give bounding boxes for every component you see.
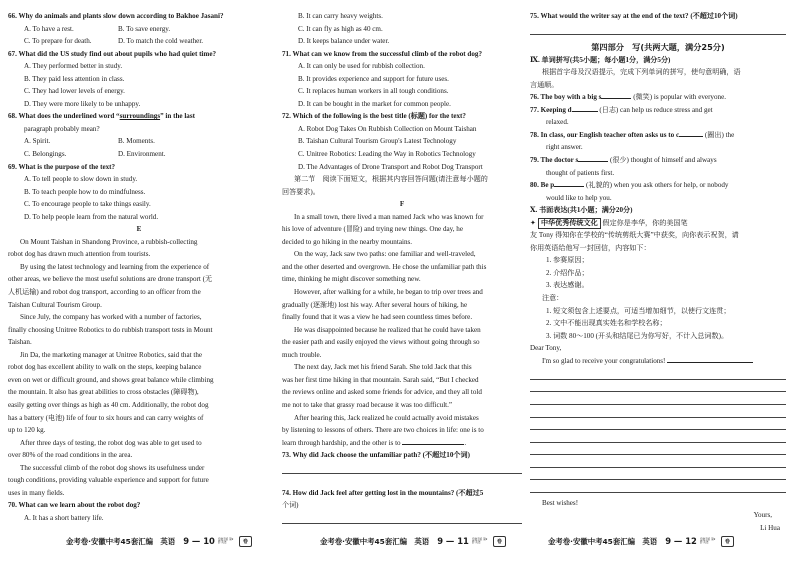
writing-point: 3. 表达感谢。 [546, 281, 589, 290]
passage-e-line: up to 120 kg. [8, 426, 46, 435]
q70-option-a[interactable]: A. It has a short battery life. [24, 513, 104, 522]
passage-e-line: uses in many fields. [8, 488, 65, 497]
passage-f-line: The next day, Jack met his friend Sarah. She told Jack that this [294, 363, 472, 372]
letter-closing: Best wishes! [542, 498, 579, 507]
passage-f-line: and the other deserted and overgrown. He chose the unfamiliar path this [282, 262, 487, 271]
q66-option-c[interactable]: C. To prepare for death. [24, 37, 92, 46]
passage-f-line: He was disappointed because he realized that he could have taken [294, 325, 481, 334]
writing-prompt-first: ✦ 中华优秀传统文化 假定你是李华，你的美国笔 [530, 217, 786, 230]
passage-e-line: Since July, the company has worked with a number of factories, [20, 313, 202, 322]
question-74: 74. How did Jack feel after getting lost in the mountains? (不超过5 [282, 488, 484, 497]
q66-options-ab [8, 23, 270, 36]
passage-e-line: The successful climb of the robot dog shows its usefulness under [20, 463, 205, 472]
q70-option-b[interactable]: B. It can carry heavy weights. [298, 12, 383, 20]
passage-e-line: Taishan. [8, 338, 32, 347]
page-footer [548, 534, 734, 548]
question-69: 69. What is the purpose of the text? [8, 162, 116, 171]
q67-option-b[interactable]: B. They paid less attention in class. [24, 74, 125, 83]
letter-salutation: Dear Tony, [530, 344, 562, 353]
question-72: 72. Which of the following is the best title (标题) for the text? [282, 112, 466, 121]
question-77-cont: relaxed. [546, 118, 569, 127]
section-9-intro: 根据首字母及汉语提示，完成下列单词的拼写，使句意明确，语 [542, 68, 741, 77]
answer-line-73[interactable] [282, 462, 522, 475]
page-number: 9 — 12 [665, 536, 697, 546]
q67-option-c[interactable]: C. They had lower levels of energy. [24, 87, 125, 96]
q70-option-d[interactable]: D. It keeps balance under water. [298, 37, 390, 46]
writing-line[interactable] [530, 468, 786, 481]
section-9-title: Ⅸ. 单词拼写(共5小题；每小题1分，满分5分) [530, 55, 671, 64]
question-70: 70. What can we learn about the robot dog? [8, 501, 141, 510]
writing-line[interactable] [530, 480, 786, 493]
question-80: 80. Be p (礼貌的) when you ask others for help, or nobody [530, 181, 729, 190]
page-number: 9 — 10 [183, 536, 215, 546]
footer-title: 金考卷·安徽中考45套汇编 英语 [66, 536, 176, 546]
blank-76[interactable] [601, 98, 631, 99]
passage-f-line: finally found that it was a view he had seen countless times before. [282, 313, 473, 322]
question-75: 75. What would the writer say at the end of the text? (不超过10个词) [530, 12, 738, 20]
passage-e-line: tough conditions, providing valuable experience and support for future [8, 476, 209, 485]
logo-icon: 卷 [721, 536, 734, 547]
passage-f-line: me not to take that grassy road because it was too difficult.” [282, 400, 453, 409]
letter-sign-yours: Yours, [753, 511, 772, 520]
q66-option-b[interactable]: B. To save energy. [118, 24, 171, 33]
section-10-title: Ⅹ. 书面表达(共1小题；满分20分) [530, 206, 633, 215]
blank-78[interactable] [679, 136, 703, 137]
writing-line[interactable] [530, 405, 786, 418]
passage-f-line: However, after walking for a while, he began to trip over trees and [294, 288, 483, 297]
passage-e-line: robot dog has excellent ability to walk on the steps, keeping balance [8, 363, 202, 372]
passage-f-line: by listening to lessons of others. There are two choices in life: one is to [282, 426, 484, 435]
letter-first-line: I'm so glad to receive your congratulations! [530, 355, 786, 368]
section-2-instructions-cont: 回答要求)。 [282, 187, 320, 196]
question-68-cont: paragraph probably mean? [24, 124, 100, 133]
q68-option-d[interactable]: D. Environment. [118, 150, 166, 159]
question-67: 67. What did the US study find out about pupils who had quiet time? [8, 49, 217, 58]
passage-f-line: the easier path and easily enjoyed the views without going through so [282, 338, 480, 347]
writing-line[interactable] [530, 367, 786, 380]
footer-fine-print: 安徽专版 第9套 英语 [699, 538, 716, 544]
passage-f-line: time, thinking he might discover something new. [282, 275, 421, 284]
q71-option-c[interactable]: C. It replaces human workers in all tough conditions. [298, 87, 449, 96]
passage-f-line: On the way, Jack saw two paths: one familiar and well-traveled, [294, 250, 476, 259]
passage-f-line: much trouble. [282, 350, 322, 359]
question-80-cont: would like to help you. [546, 193, 612, 202]
part-4-title: 第四部分 写(共两大题，满分25分) [591, 42, 725, 53]
blank-77[interactable] [572, 111, 598, 112]
q66-options-cd [8, 35, 270, 48]
left-column [8, 10, 270, 524]
writing-line[interactable] [530, 380, 786, 393]
footer-fine-print: 安徽专版 第9套 英语 [471, 538, 488, 544]
passage-f-line: his love of adventure (冒险) and trying new things. One day, he [282, 225, 463, 234]
q67-option-a[interactable]: A. They performed better in study. [24, 62, 123, 71]
passage-e-line: Jin Da, the marketing manager at Unitree Robotics, said that the [20, 350, 203, 359]
passage-e-line: On Mount Taishan in Shandong Province, a rubbish-collecting [20, 237, 198, 246]
passage-e-line: finally choosing Unitree Robotics to do rubbish transport tests in Mount [8, 325, 213, 334]
passage-f-line: decided to go hiking in the nearby mountains. [282, 237, 413, 246]
question-74-cont: 个词) [282, 501, 299, 510]
passage-e-line: easily getting over things as high as 40 cm. Additionally, the robot dog [8, 400, 209, 409]
topic-badge: 中华优秀传统文化 [538, 218, 601, 229]
passage-e-label: E [136, 225, 142, 234]
writing-line[interactable] [530, 430, 786, 443]
blank-74-fill[interactable] [402, 444, 464, 445]
question-66: 66. Why do animals and plants slow down according to Bakhoe Jasani? [8, 12, 224, 20]
passage-f-line: was her first time hiking in that mountain. Sarah said, “But I checked [282, 375, 479, 384]
footer-title: 金考卷·安徽中考45套汇编 英语 [320, 536, 430, 546]
footer-title: 金考卷·安徽中考45套汇编 英语 [548, 536, 658, 546]
writing-prompt-line: 友 Tony 得知你在学校的“传统剪纸大赛”中获奖，向你表示祝贺，请 [530, 231, 739, 240]
q69-option-d[interactable]: D. To help people learn from the natural world. [24, 212, 159, 221]
q66-option-a[interactable]: A. To have a rest. [24, 24, 74, 33]
q69-option-a[interactable]: A. To tell people to slow down in study. [24, 175, 138, 184]
passage-f-line: gradually (逐渐地) lost his way. After several hours of hiking, he [282, 300, 468, 309]
writing-point: 1. 参赛原因； [546, 256, 589, 265]
passage-e-line: the mountain. It also has great abilities to cross obstacles (障碍物), [8, 388, 199, 397]
passage-e-line: has a battery (电池) life of four to six hours and can carry weights of [8, 413, 204, 422]
blank-79[interactable] [578, 161, 608, 162]
q71-option-b[interactable]: B. It provides experience and support for future uses. [298, 74, 449, 83]
writing-note: 1. 短文须包含上述要点，可适当增加细节，以使行文连贯； [546, 306, 731, 315]
writing-note-label: 注意： [542, 294, 564, 303]
q72-option-c[interactable]: C. Unitree Robotics: Leading the Way in Robotics Technology [298, 150, 476, 159]
q70-option-c[interactable]: C. It can fly as high as 40 cm. [298, 24, 383, 33]
q71-option-a[interactable]: A. It can only be used for rubbish collection. [298, 62, 425, 71]
logo-icon: 卷 [239, 536, 252, 547]
page-number: 9 — 11 [437, 536, 469, 546]
q68-option-c[interactable]: C. Belongings. [24, 150, 67, 159]
question-68: 68. What does the underlined word “surroundings” in the last [8, 112, 195, 121]
star-icon: ✦ [530, 218, 536, 227]
q69-option-b[interactable]: B. To teach people how to do mindfulness. [24, 187, 146, 196]
passage-e-line: robot dog has drawn much attention from tourists. [8, 250, 151, 259]
logo-icon: 卷 [493, 536, 506, 547]
passage-e-line: over 80% of the road conditions in the area. [8, 451, 133, 460]
question-79: 79. The doctor s (很少) thought of himself and always [530, 156, 717, 165]
writing-prompt-line: 你用英语给他写一封回信，内容如下： [530, 243, 651, 252]
writing-line[interactable] [530, 392, 786, 405]
question-73: 73. Why did Jack choose the unfamiliar path? (不超过10个词) [282, 451, 470, 460]
q72-option-d[interactable]: D. The Advantages of Drone Transport and Robot Dog Transport [298, 162, 483, 171]
passage-e-line: Taishan Cultural Tourism Group. [8, 300, 102, 309]
passage-f-line-blank: learn through hardship, and the other is to . [282, 438, 467, 447]
q68-option-b[interactable]: B. Moments. [118, 137, 155, 146]
passage-e-line: other areas, we believe the most useful solutions are drone transport (无 [8, 275, 213, 284]
writing-line[interactable] [530, 418, 786, 431]
q68-options-ab [8, 135, 270, 148]
writing-line[interactable] [530, 455, 786, 468]
q68-option-a[interactable]: A. Spirit. [24, 137, 51, 146]
passage-e-line: even on wet or difficult ground, and shows great balance while climbing [8, 375, 214, 384]
question-71: 71. What can we know from the successful climb of the robot dog? [282, 49, 483, 58]
passage-f-line: the reviews online and asked some friends for advice, and they all told [282, 388, 482, 397]
underlined-word: surroundings [119, 112, 161, 121]
q72-option-a[interactable]: A. Robot Dog Takes On Rubbish Collection on Mount Taishan [298, 124, 477, 133]
passage-f-line: In a small town, there lived a man named Jack who was known for [294, 212, 484, 221]
q67-option-d[interactable]: D. They were more likely to be unhappy. [24, 99, 141, 108]
passage-f-label: F [399, 200, 405, 209]
writing-note: 2. 文中不能出现真实姓名和学校名称； [546, 319, 667, 328]
page-footer [66, 534, 252, 548]
q66-option-d[interactable]: D. To match the cold weather. [118, 37, 204, 46]
passage-f-line: After hearing this, Jack realized he could actually avoid mistakes [294, 413, 479, 422]
letter-first-blank[interactable] [667, 362, 753, 363]
footer-fine-print: 安徽专版 第9套 英语 [217, 538, 234, 544]
question-78: 78. In class, our English teacher often asks us to c (圈出) the [530, 130, 735, 139]
writing-line[interactable] [530, 443, 786, 456]
q68-options-cd [8, 148, 270, 161]
question-76: 76. The boy with a big s (微笑) is popular with everyone. [530, 93, 726, 102]
middle-column [282, 10, 522, 524]
q72-option-b[interactable]: B. Taishan Cultural Tourism Group's Latest Technology [298, 137, 457, 146]
writing-note: 3. 词数 80～100 (开头和结尾已为你写好，不计入总词数)。 [546, 331, 729, 340]
answer-line-75[interactable] [530, 23, 786, 36]
blank-80[interactable] [554, 186, 584, 187]
section-2-instructions: 第二节 阅读下面短文，根据其内容回答问题(请注意每小题的 [294, 175, 488, 184]
question-77: 77. Keeping d (日志) can help us reduce stress and get [530, 105, 713, 114]
section-9-intro-cont: 言通顺。 [530, 80, 559, 89]
right-column [530, 10, 786, 534]
passage-e-line: 人机运输) and robot dog transport, according to an officer from the [8, 288, 201, 297]
question-78-cont: right answer. [546, 143, 583, 152]
passage-e-line: By using the latest technology and learning from the experience of [20, 262, 210, 271]
q71-option-d[interactable]: D. It can be bought in the market for common people. [298, 99, 451, 108]
passage-e-line: After three days of testing, the robot dog was able to get used to [20, 438, 202, 447]
question-79-cont: thought of patients first. [546, 168, 615, 177]
letter-sign-name: Li Hua [760, 523, 780, 532]
writing-point: 2. 介绍作品； [546, 268, 589, 277]
page-footer [320, 534, 506, 548]
q69-option-c[interactable]: C. To encourage people to take things easily. [24, 200, 151, 209]
answer-line-74[interactable] [282, 512, 522, 525]
